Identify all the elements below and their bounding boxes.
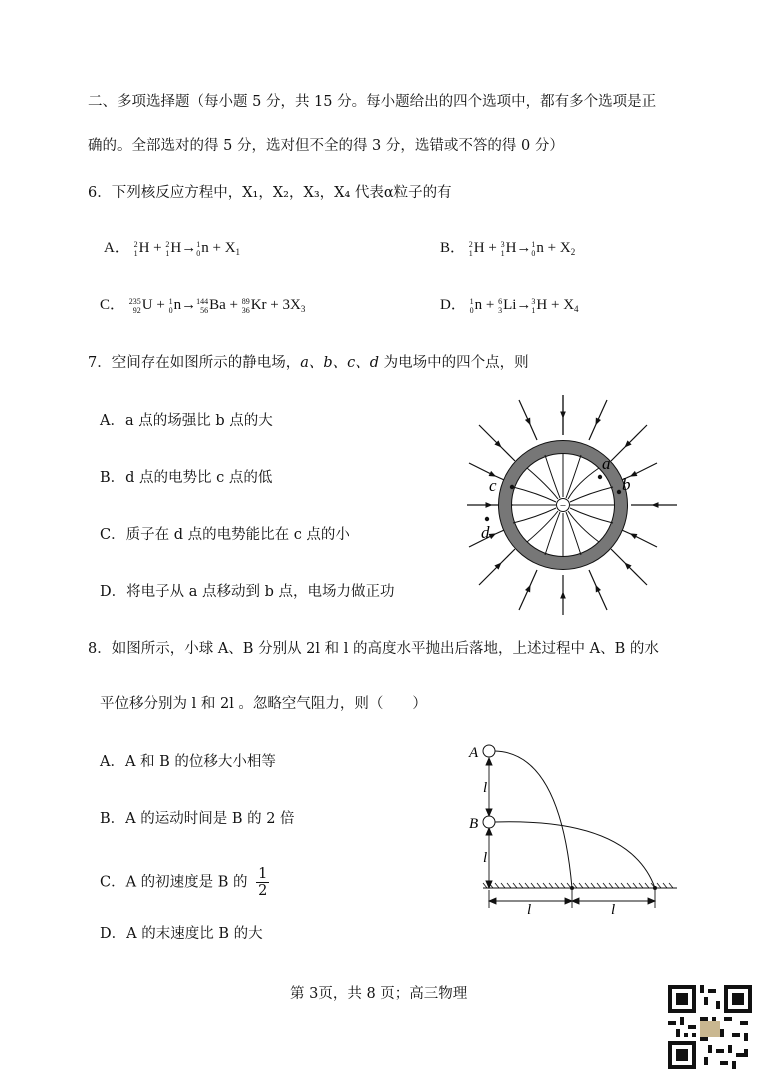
ball-b-label: B — [469, 816, 479, 832]
trajectory-b — [495, 822, 655, 888]
q8-option-a: A．A 和 B 的位移大小相等 — [100, 754, 276, 770]
fraction-numerator: 1 — [258, 866, 268, 882]
section-header-line2: 确的。全部选对的得 5 分，选对但不全的得 3 分，选错或不答的得 0 分） — [88, 138, 564, 154]
q7-stem-vars: a、b、c、d — [300, 355, 380, 371]
fraction-denominator: 2 — [258, 883, 268, 899]
ball-a-label: A — [469, 745, 479, 761]
ball-b — [483, 816, 495, 828]
q6-option-a-label: A． — [104, 240, 130, 256]
qr-code-icon — [668, 985, 752, 1069]
q7-option-d: D．将电子从 a 点移动到 b 点，电场力做正功 — [100, 584, 395, 600]
q8-option-c — [100, 866, 269, 899]
q6-option-d: D． 1 0 n + 6 3 Li→ 3 1 $H + X_4$ — [440, 296, 579, 315]
width-arrows — [489, 890, 655, 908]
q6-option-b: B． 2 1 H + 3 1 H→ 1 0 $n + X_2$ — [440, 239, 576, 258]
point-b-label: b — [622, 475, 631, 494]
q6-option-c-label: C． — [100, 297, 126, 313]
q6-option-c: C． 235 92 U + 1 0 n→ 144 56 Ba + 89 36 $Kr + 3X_3$ — [100, 296, 306, 315]
q6-stem: 6．下列核反应方程中，X₁，X₂，X₃，X₄ 代表α粒子的有 — [88, 185, 452, 201]
section-header-line1: 二、多项选择题（每小题 5 分，共 15 分。每小题给出的四个选项中，都有多个选项是正 — [88, 94, 657, 110]
q8-option-b: B．A 的运动时间是 B 的 2 倍 — [100, 811, 295, 827]
width-label-right: l — [611, 902, 616, 918]
q7-stem-pre: 7．空间存在如图所示的静电场， — [88, 355, 301, 371]
q8-option-c-text: C．A 的初速度是 B 的 — [100, 874, 248, 891]
width-label-left: l — [527, 902, 532, 918]
trajectory-a — [495, 751, 572, 888]
page-footer: 第 3页，共 8 页；高三物理 — [290, 986, 468, 1002]
point-c-label: c — [489, 476, 497, 495]
q8-option-d: D．A 的末速度比 B 的大 — [100, 926, 263, 942]
height-label-upper: l — [483, 780, 488, 796]
height-label-lower: l — [483, 850, 488, 866]
q6-option-d-label: D． — [440, 297, 466, 313]
q7-stem — [88, 353, 529, 373]
fraction — [256, 866, 269, 899]
point-d-label: d — [481, 523, 490, 542]
q7-option-b: B．d 点的电势比 c 点的低 — [100, 470, 273, 486]
q6-option-a: A． 2 1 H + 2 1 H→ 1 0 $n + X_1$ — [104, 239, 241, 258]
q7-option-a: A．a 点的场强比 b 点的大 — [100, 413, 273, 429]
q8-stem-line1: 8．如图所示，小球 A、B 分别从 2l 和 l 的高度水平抛出后落地，上述过程中 A、B 的水 — [88, 641, 659, 657]
q8-projectile-figure — [465, 738, 685, 918]
ball-a — [483, 745, 495, 757]
q7-field-figure — [467, 395, 677, 615]
q7-option-c: C．质子在 d 点的电势能比在 c 点的小 — [100, 527, 350, 543]
q6-option-b-label: B． — [440, 240, 466, 256]
q8-stem-line2: 平位移分别为 l 和 2l 。忽略空气阻力，则（ ） — [100, 696, 427, 712]
charge-sign: − — [559, 500, 567, 512]
q7-stem-post: 为电场中的四个点，则 — [379, 355, 529, 371]
point-a-label: a — [602, 454, 611, 473]
